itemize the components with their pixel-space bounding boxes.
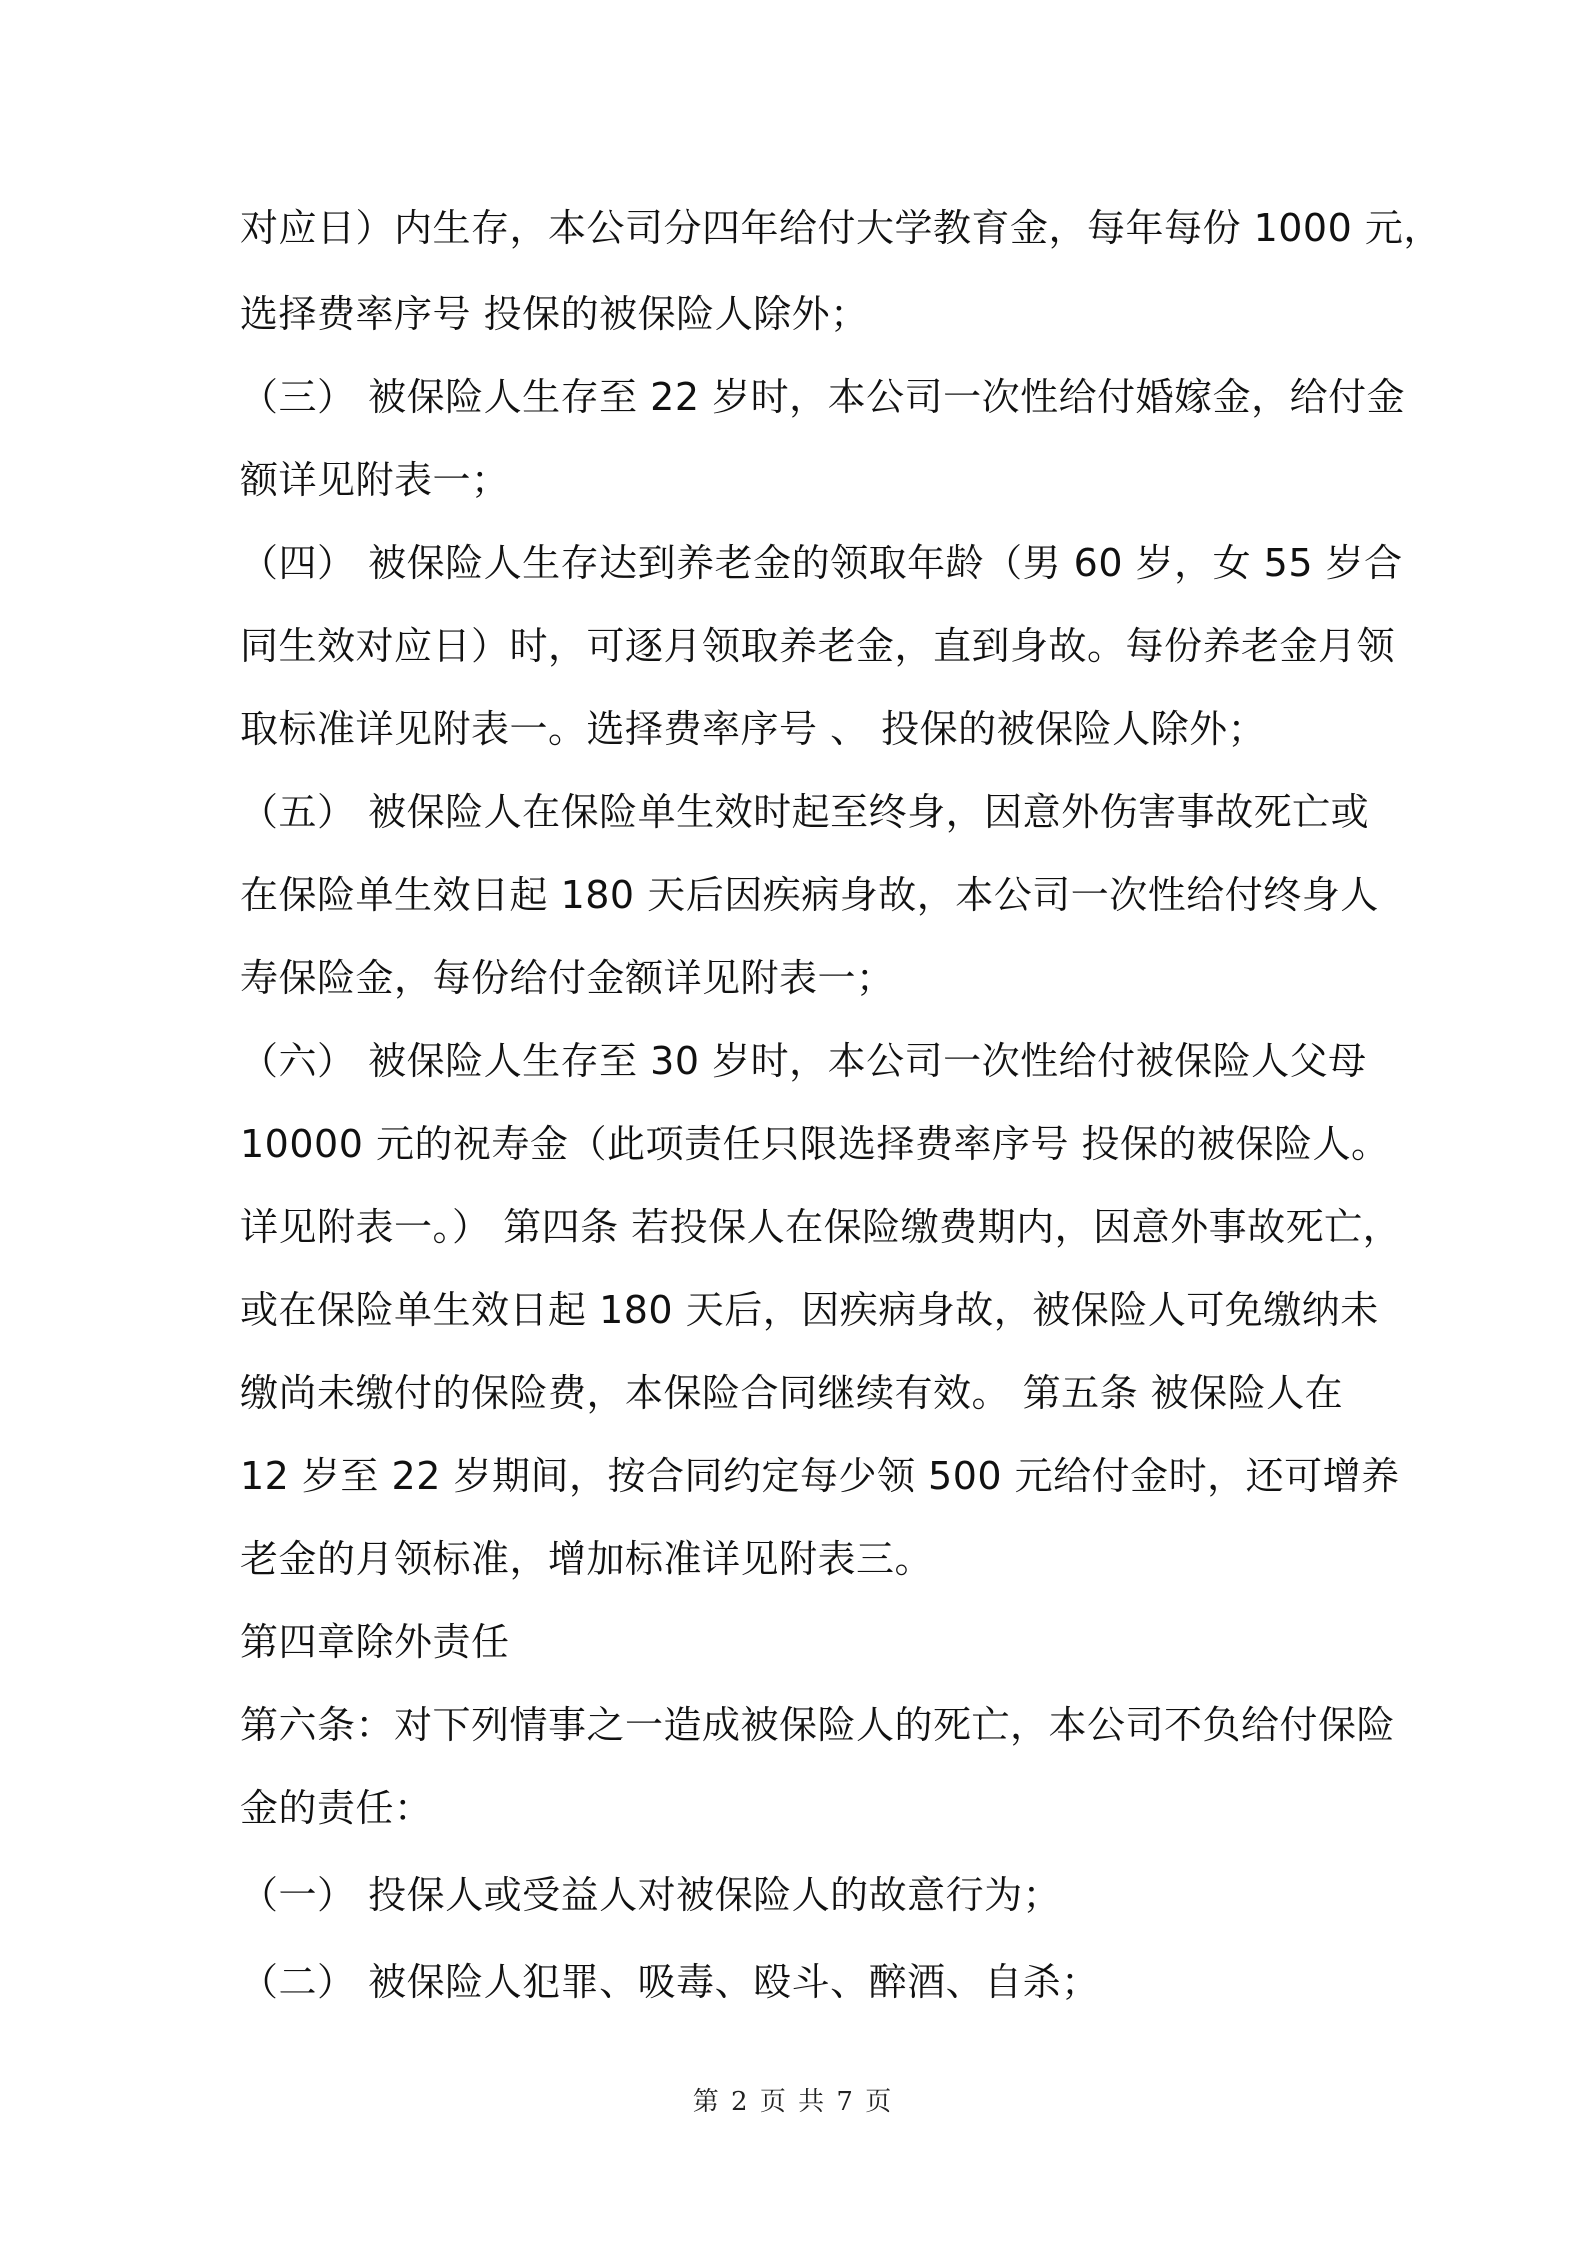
text-line: 取标准详见附表一。选择费率序号 、 投保的被保险人除外；	[240, 707, 1267, 751]
text-line: 老金的月领标准，增加标准详见附表三。	[240, 1537, 934, 1581]
text-line: （五） 被保险人在保险单生效时起至终身，因意外伤害事故死亡或	[240, 790, 1370, 834]
text-line: 金的责任：	[240, 1786, 433, 1830]
text-line: （三） 被保险人生存至 22 岁时，本公司一次性给付婚嫁金，给付金	[240, 375, 1406, 419]
text-line: 12 岁至 22 岁期间，按合同约定每少领 500 元给付金时，还可增养	[240, 1454, 1400, 1498]
text-line: 对应日）内生存，本公司分四年给付大学教育金，每年每份 1000 元，	[240, 206, 1442, 250]
chapter-heading: 第四章除外责任	[240, 1620, 510, 1664]
text-line: （一） 投保人或受益人对被保险人的故意行为；	[240, 1873, 1062, 1917]
text-line: 第六条：对下列情事之一造成被保险人的死亡，本公司不负给付保险	[240, 1703, 1396, 1747]
text-line: 详见附表一。） 第四条 若投保人在保险缴费期内，因意外事故死亡，	[240, 1205, 1402, 1249]
text-line: 寿保险金，每份给付金额详见附表一；	[240, 956, 895, 1000]
text-line: （二） 被保险人犯罪、吸毒、殴斗、醉酒、自杀；	[240, 1960, 1100, 2004]
text-line: （六） 被保险人生存至 30 岁时，本公司一次性给付被保险人父母	[240, 1039, 1367, 1083]
text-line: 10000 元的祝寿金（此项责任只限选择费率序号 投保的被保险人。	[240, 1122, 1390, 1166]
page-number-footer: 第 2 页 共 7 页	[692, 2087, 894, 2117]
text-line: 额详见附表一；	[240, 458, 510, 502]
text-line: （四） 被保险人生存达到养老金的领取年龄（男 60 岁，女 55 岁合	[240, 541, 1403, 585]
text-line: 选择费率序号 投保的被保险人除外；	[240, 292, 869, 336]
text-line: 或在保险单生效日起 180 天后，因疾病身故，被保险人可免缴纳未	[240, 1288, 1379, 1332]
text-line: 同生效对应日）时，可逐月领取养老金，直到身故。每份养老金月领	[240, 624, 1396, 668]
text-line: 在保险单生效日起 180 天后因疾病身故，本公司一次性给付终身人	[240, 873, 1379, 917]
text-line: 缴尚未缴付的保险费，本保险合同继续有效。 第五条 被保险人在	[240, 1371, 1344, 1415]
